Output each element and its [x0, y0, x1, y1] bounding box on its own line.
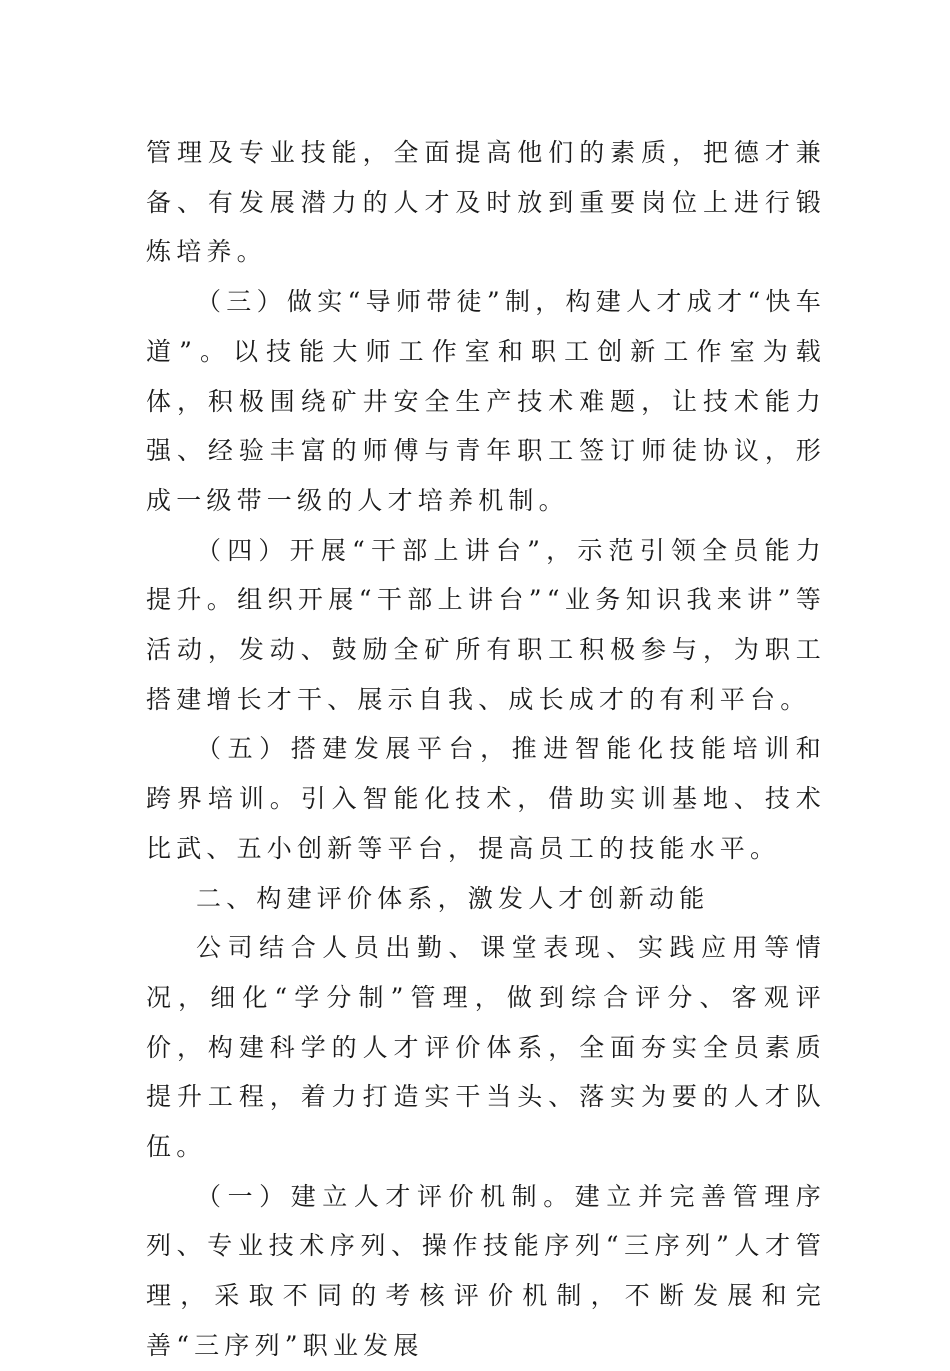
paragraph-continuation: 管理及专业技能，全面提高他们的素质，把德才兼备、有发展潜力的人才及时放到重要岗位上进行锻炼培养。: [146, 138, 826, 267]
paragraph-development-platform: （五）搭建发展平台，推进智能化技能培训和跨界培训。引入智能化技术，借助实训基地、技术比武、五小创新等平台，提高员工的技能水平。: [146, 734, 826, 863]
paragraph-evaluation-mechanism: （一）建立人才评价机制。建立并完善管理序列、专业技术序列、操作技能序列“三序列”人才管理，采取不同的考核评价机制，不断发展和完善“三序列”职业发展: [146, 1181, 826, 1360]
document-body: [146, 128, 826, 1371]
paragraph-credit-system: 公司结合人员出勤、课堂表现、实践应用等情况，细化“学分制”管理，做到综合评分、客观评价，构建科学的人才评价体系，全面夯实全员素质提升工程，着力打造实干当头、落实为要的人才队伍。: [146, 933, 826, 1162]
paragraph-cadre-lectures: （四）开展“干部上讲台”，示范引领全员能力提升。组织开展“干部上讲台”“业务知识我来讲”等活动，发动、鼓励全矿所有职工积极参与，为职工搭建增长才干、展示自我、成长成才的有利平台。: [146, 535, 826, 714]
paragraph-mentorship: （三）做实“导师带徒”制，构建人才成才“快车道”。以技能大师工作室和职工创新工作室为载体，积极围绕矿井安全生产技术难题，让技术能力强、经验丰富的师傅与青年职工签订师徒协议，形成一级带一级的人才培养机制。: [146, 287, 826, 515]
section-heading-evaluation: 二、构建评价体系，激发人才创新动能: [196, 883, 710, 913]
